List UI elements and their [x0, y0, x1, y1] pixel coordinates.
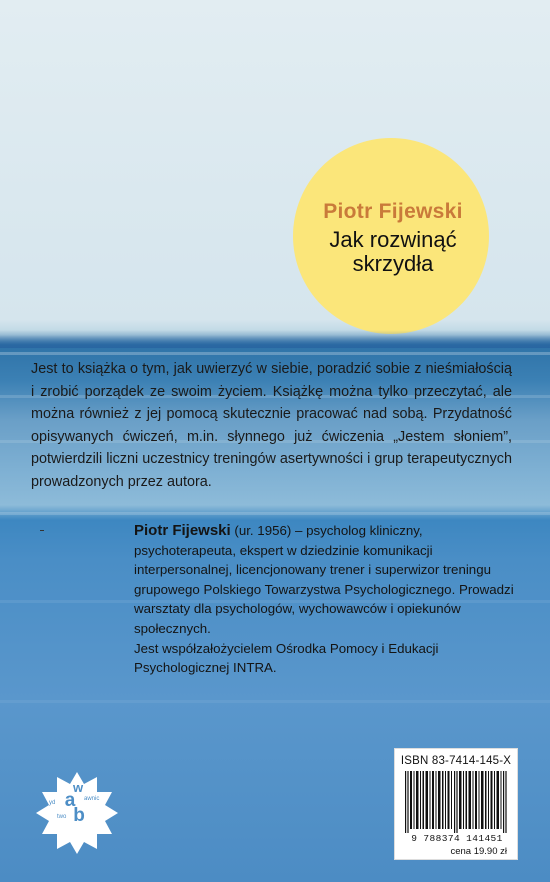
wave-line: [0, 700, 550, 703]
cover-title-line1: Jak rozwinąć: [329, 227, 457, 252]
cover-title: [293, 228, 493, 276]
barcode-icon: [405, 771, 511, 833]
book-description: Jest to książka o tym, jak uwierzyć w siebie, poradzić sobie z nieśmiałością i zrobić porządek ze swoim życiem. Książkę można tylko przeczytać, ale można również z jej pomocą skutecznie pracować nad sobą. Przydatność opisywanych ćwiczeń, m.in. słynnego już ćwiczenia „Jestem słoniem”, potwierdzili liczni uczestnicy treningów asertywności i grup terapeutycznych prowadzonych przez autora.: [31, 361, 512, 490]
logo-text-two: two: [57, 814, 67, 820]
logo-letter-w: w: [72, 780, 84, 795]
logo-letter-a: a: [64, 790, 76, 811]
wave-line: [0, 352, 550, 355]
cover-author: Piotr Fijewski: [323, 200, 463, 223]
logo-text-yd: yd: [49, 800, 56, 806]
wave-line: [0, 512, 550, 515]
price-text: cena 19.90 zł: [450, 846, 507, 857]
isbn-text: ISBN 83-7414-145-X: [400, 755, 512, 767]
barcode-label: [394, 748, 518, 860]
cover-title-line2: skrzydła: [352, 251, 434, 276]
logo-text-awnic: awnic: [84, 796, 100, 802]
bio-author-name: Piotr Fijewski: [134, 522, 231, 539]
bio-text: (ur. 1956) – psycholog kliniczny, psychoterapeuta, ekspert w dziedzinie komunikacji interpersonalnej, licencjonowany trener i superwizor treningu grupowego Polskiego Towarzystwa Psychologicznego. Prowadzi warsztaty dla psychologów, wychowawców i opiekunów społecznych.: [134, 523, 514, 636]
sea-horizon: [0, 330, 550, 348]
ean-digits: 9 788374 141451: [411, 833, 503, 844]
logo-letter-b: b: [73, 805, 85, 826]
author-bio: [134, 521, 516, 678]
decorative-dash: [40, 530, 44, 531]
bio-text-2: Jest współzałożycielem Ośrodka Pomocy i Edukacji Psychologicznej INTRA.: [134, 640, 439, 676]
